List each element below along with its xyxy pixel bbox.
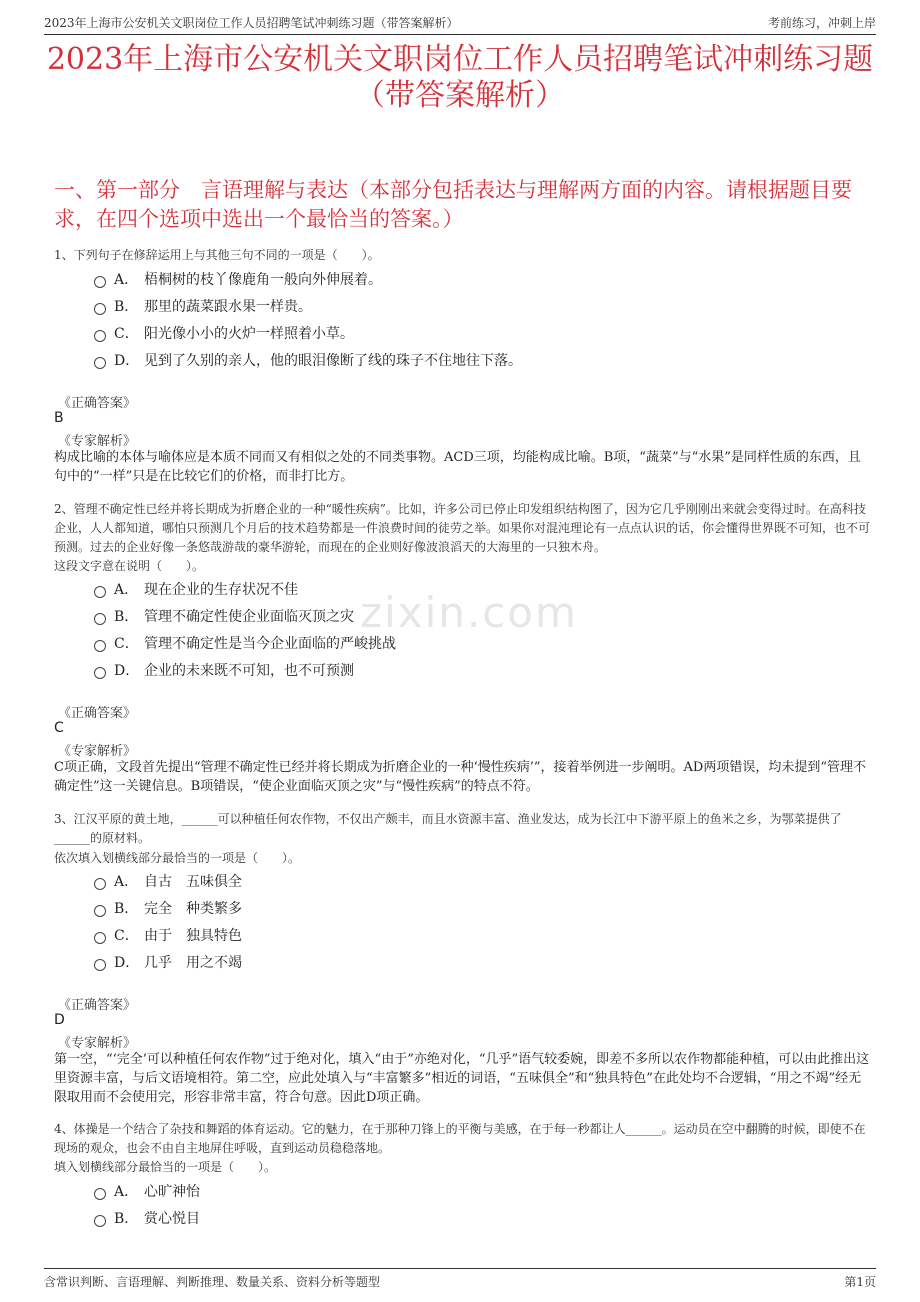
radio-icon[interactable] (94, 586, 106, 598)
question-3-analysis: 第一空，“‘完全’可以种植任何农作物”过于绝对化，填入“由于”亦绝对化，“几乎”语气较委婉，即差不多所以农作物都能种植，可以由此推出这里资源丰富，与后文语境相符。第二空，应此处填入与“丰富繁多”相近的词语，“五味俱全”和“独具特色”在此处均不合逻辑，“用之不竭”经无限取用而不会使用完，形容非常丰富，符合句意。因此D项正确。 (54, 1052, 870, 1105)
radio-icon[interactable] (94, 276, 106, 288)
question-1-option-c[interactable]: C． 阳光像小小的火炉一样照着小草。 (94, 322, 354, 344)
radio-icon[interactable] (94, 932, 106, 944)
page-header (44, 10, 876, 35)
question-2-option-d[interactable]: D． 企业的未来既不可知，也不可预测 (94, 659, 354, 681)
question-4-option-b[interactable]: B． 赏心悦目 (94, 1207, 200, 1229)
question-3-option-b[interactable]: B． 完全 种类繁多 (94, 897, 242, 919)
answer-heading: 《正确答案》 (58, 998, 137, 1013)
question-1-option-a[interactable]: A． 梧桐树的枝丫像鹿角一般向外伸展着。 (94, 268, 382, 290)
radio-icon[interactable] (94, 357, 106, 369)
question-3-option-d[interactable]: D． 几乎 用之不竭 (94, 951, 242, 973)
radio-icon[interactable] (94, 905, 106, 917)
question-2-option-a[interactable]: A． 现在企业的生存状况不佳 (94, 578, 298, 600)
radio-icon[interactable] (94, 330, 106, 342)
page-number: 第1页 (844, 1274, 876, 1289)
question-4-option-a[interactable]: A． 心旷神怡 (94, 1180, 200, 1202)
question-4-stem: 4、体操是一个结合了杂技和舞蹈的体育运动。它的魅力，在于那种刀锋上的平衡与美感，在于每一秒都让人______。运动员在空中翻腾的时候，即使不在现场的观众，也会不由自主地屏住呼吸，直到运动员稳稳落地。 (54, 1122, 866, 1155)
question-2-option-c[interactable]: C． 管理不确定性是当今企业面临的严峻挑战 (94, 632, 396, 654)
analysis-heading: 《专家解析》 (58, 744, 137, 759)
question-1-answer: B (54, 410, 64, 426)
radio-icon[interactable] (94, 959, 106, 971)
radio-icon[interactable] (94, 303, 106, 315)
question-2-prompt: 这段文字意在说明（ ）。 (54, 559, 205, 573)
question-2-stem: 2、管理不确定性已经并将长期成为折磨企业的一种“暖性疾病”。比如，许多公司已停止印发组织结构图了，因为它几乎刚刚出来就会变得过时。在高科技企业，人人都知道，哪怕只预测几个月后的技术趋势都是一件浪费时间的徒劳之举。如果你对混沌理论有一点点认识的话，你会懂得世界既不可知，也不可预测。过去的企业好像一条悠哉游哉的豪华游轮，而现在的企业则好像波浪滔天的大海里的一只独木舟。 (54, 502, 871, 554)
question-3-answer: D (54, 1012, 65, 1028)
answer-heading: 《正确答案》 (58, 396, 137, 411)
header-title: 2023年上海市公安机关文职岗位工作人员招聘笔试冲刺练习题（带答案解析） (44, 15, 459, 30)
radio-icon[interactable] (94, 667, 106, 679)
question-4-prompt: 填入划横线部分最恰当的一项是（ ）。 (54, 1160, 277, 1174)
question-3-option-c[interactable]: C． 由于 独具特色 (94, 924, 242, 946)
question-1-option-b[interactable]: B． 那里的蔬菜跟水果一样贵。 (94, 295, 312, 317)
radio-icon[interactable] (94, 1188, 106, 1200)
question-1-option-d[interactable]: D． 见到了久别的亲人，他的眼泪像断了线的珠子不住地往下落。 (94, 349, 522, 371)
footer-description: 含常识判断、言语理解、判断推理、数量关系、资料分析等题型 (44, 1274, 381, 1289)
document-title (30, 42, 890, 114)
document-title-line1: 2023年上海市公安机关文职岗位工作人员招聘笔试冲刺练习题 (46, 42, 874, 77)
radio-icon[interactable] (94, 878, 106, 890)
question-3-stem: 3、江汉平原的黄土地，______可以种植任何农作物，不仅出产颇丰，而且水资源丰富、渔业发达，成为长江中下游平原上的鱼米之乡，为鄂菜提供了______的原材料。 (54, 812, 842, 845)
document-title-line2: （带答案解析） (355, 78, 565, 113)
section-title: 一、第一部分 言语理解与表达（本部分包括表达与理解两方面的内容。请根据题目要求，在四个选项中选出一个最恰当的答案。） (54, 178, 852, 231)
question-1-stem: 1、下列句子在修辞运用上与其他三句不同的一项是（ ）。 (54, 248, 380, 262)
question-3-option-a[interactable]: A． 自古 五味俱全 (94, 870, 242, 892)
header-slogan: 考前练习，冲刺上岸 (767, 15, 876, 30)
question-2-option-b[interactable]: B． 管理不确定性使企业面临灭顶之灾 (94, 605, 354, 627)
answer-heading: 《正确答案》 (58, 706, 137, 721)
radio-icon[interactable] (94, 640, 106, 652)
question-3-prompt: 依次填入划横线部分最恰当的一项是（ ）。 (54, 851, 301, 865)
radio-icon[interactable] (94, 1215, 106, 1227)
question-1-analysis: 构成比喻的本体与喻体应是本质不同而又有相似之处的不同类事物。ACD三项，均能构成比喻。B项，“蔬菜”与“水果”是同样性质的东西，且句中的“一样”只是在比较它们的价格，而非打比方。 (54, 450, 861, 484)
question-2-answer: C (54, 720, 64, 736)
radio-icon[interactable] (94, 613, 106, 625)
question-2-analysis: C项正确，文段首先提出“管理不确定性已经并将长期成为折磨企业的一种‘慢性疾病’”，接着举例进一步阐明。AD两项错误，均未提到“管理不确定性”这一关键信息。B项错误，“使企业面临灭顶之灾”与“慢性疾病”的特点不符。 (54, 760, 866, 794)
page-footer (44, 1268, 876, 1293)
watermark: zixin.com (360, 588, 578, 637)
analysis-heading: 《专家解析》 (58, 434, 137, 449)
analysis-heading: 《专家解析》 (58, 1036, 137, 1051)
